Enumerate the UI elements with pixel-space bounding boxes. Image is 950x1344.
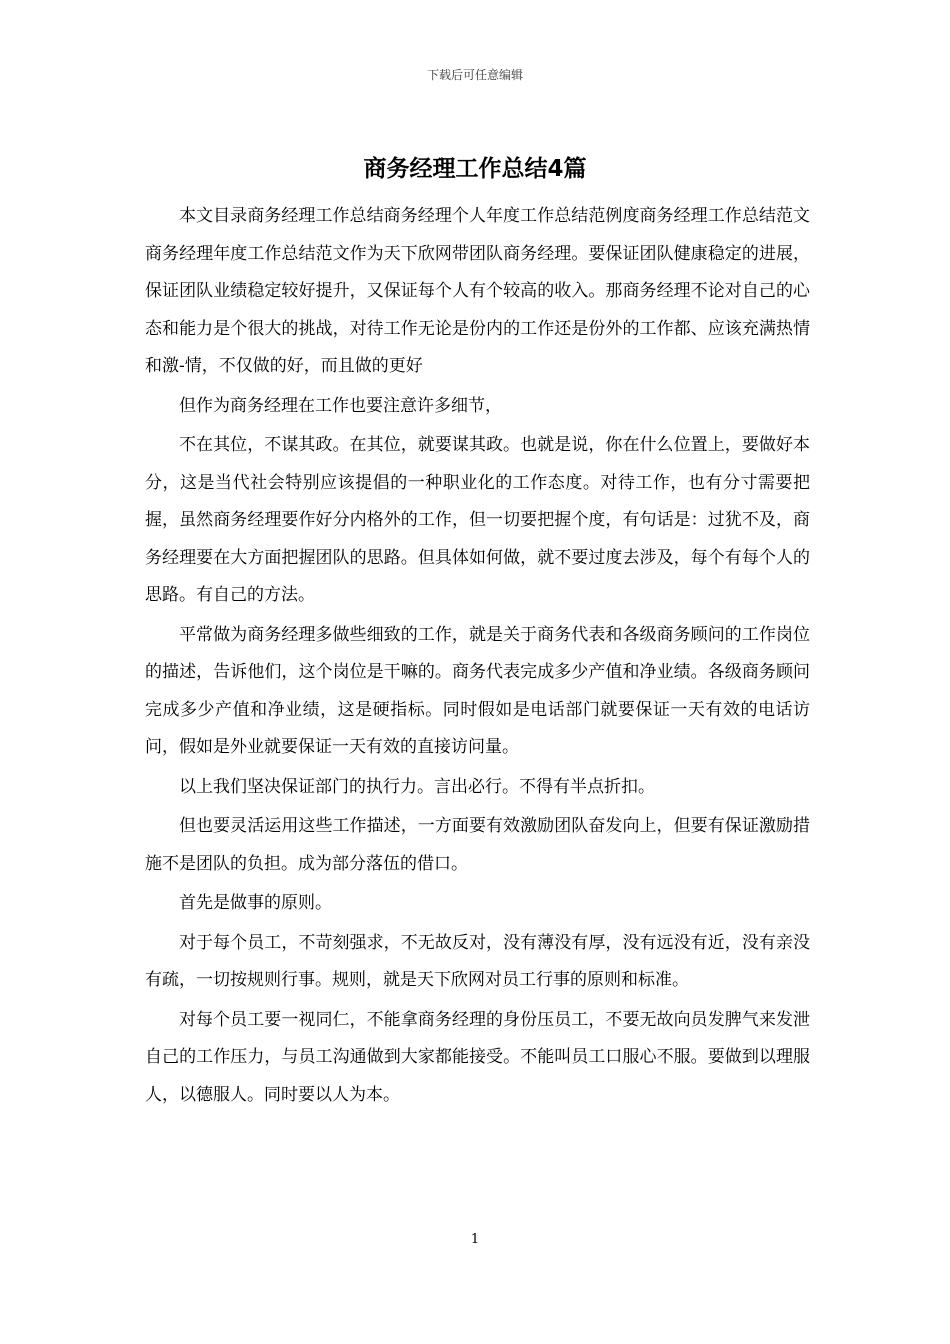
paragraph: 对于每个员工，不苛刻强求，不无故反对，没有薄没有厚，没有远没有近，没有亲没有疏，一切按规则行事。规则，就是天下欣网对员工行事的原则和标准。 [145,932,810,990]
paragraph: 但作为商务经理在工作也要注意许多细节， [179,395,502,416]
paragraph: 首先是做事的原则。 [179,893,332,913]
paragraph: 本文目录商务经理工作总结商务经理个人年度工作总结范例度商务经理工作总结范文商务经理年度工作总结范文作为天下欣网带团队商务经理。要保证团队健康稳定的进展，保证团队业绩稳定较好提升，又保证每个人有个较高的收入。那商务经理不论对自己的心态和能力是个很大的挑战，对待工作无论是份内的工作还是份外的工作都、应该充满热情和激-情，不仅做的好，而且做的更好 [145,206,810,376]
header-note: 下载后可任意编辑 [426,68,523,82]
paragraph: 对每个员工要一视同仁，不能拿商务经理的身份压员工，不要无故向员发脾气来发泄自己的工作压力，与员工沟通做到大家都能接受。不能叫员工口服心不服。要做到以理服人，以德服人。同时要以人为本。 [145,1009,810,1105]
paragraph: 平常做为商务经理多做些细致的工作，就是关于商务代表和各级商务顾问的工作岗位的描述，告诉他们，这个岗位是干嘛的。商务代表完成多少产值和净业绩。各级商务顾问完成多少产值和净业绩，这是硬指标。同时假如是电话部门就要保证一天有效的电话访问，假如是外业就要保证一天有效的直接访问量。 [145,624,810,757]
document-body [145,198,810,1116]
paragraph: 不在其位，不谋其政。在其位，就要谋其政。也就是说，你在什么位置上，要做好本分，这是当代社会特别应该提倡的一种职业化的工作态度。对待工作，也有分寸需要把握，虽然商务经理要作好分内格外的工作，但一切要把握个度，有句话是：过犹不及，商务经理要在大方面把握团队的思路。但具体如何做，就不要过度去涉及，每个有每个人的思路。有自己的方法。 [145,435,810,605]
paragraph: 以上我们坚决保证部门的执行力。言出必行。不得有半点折扣。 [179,776,655,797]
paragraph: 但也要灵活运用这些工作描述，一方面要有效激励团队奋发向上，但要有保证激励措施不是团队的负担。成为部分落伍的借口。 [145,816,810,874]
page-number: 1 [470,1232,480,1247]
document-title: 商务经理工作总结4篇 [363,156,587,182]
